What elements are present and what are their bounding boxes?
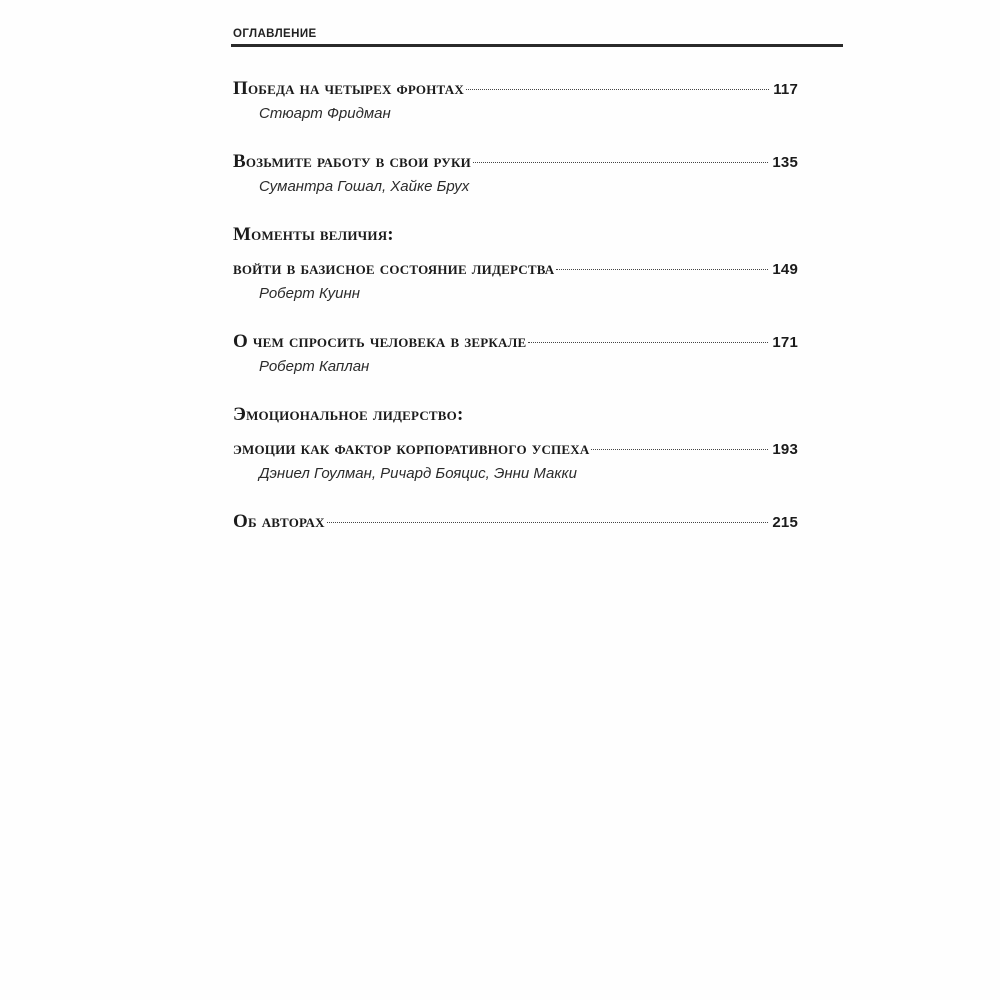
toc-entry bbox=[233, 329, 798, 378]
toc-entry bbox=[233, 402, 798, 485]
toc-title: Возьмите работу в свои руки bbox=[233, 151, 471, 172]
toc-author: Роберт Каплан bbox=[259, 358, 370, 375]
dot-leader bbox=[556, 268, 768, 270]
toc-title-line bbox=[233, 76, 798, 103]
toc-title-first-line: Эмоциональное лидерство: bbox=[233, 404, 464, 425]
toc-page-number: 149 bbox=[772, 261, 798, 278]
toc-title: Об авторах bbox=[233, 511, 325, 532]
toc-entry bbox=[233, 149, 798, 198]
toc-entry bbox=[233, 222, 798, 305]
dot-leader bbox=[528, 341, 768, 343]
toc-author: Сумантра Гошал, Хайке Брух bbox=[259, 178, 470, 195]
toc-title-line bbox=[233, 509, 798, 536]
toc-entry bbox=[233, 509, 798, 536]
toc-title: О чем спросить человека в зеркале bbox=[233, 331, 527, 352]
dot-leader bbox=[466, 88, 769, 90]
toc-page-number: 171 bbox=[772, 334, 798, 351]
toc-entry bbox=[233, 76, 798, 125]
table-of-contents bbox=[233, 76, 798, 536]
toc-title: войти в базисное состояние лидерства bbox=[233, 258, 555, 279]
running-head: ОГЛАВЛЕНИЕ bbox=[233, 28, 317, 40]
toc-title-line bbox=[233, 149, 798, 176]
toc-author: Стюарт Фридман bbox=[259, 105, 391, 122]
dot-leader bbox=[327, 521, 769, 523]
toc-title-line bbox=[233, 256, 798, 283]
toc-page-number: 193 bbox=[772, 441, 798, 458]
dot-leader bbox=[591, 448, 768, 450]
header-rule bbox=[231, 44, 843, 47]
toc-page-number: 215 bbox=[772, 514, 798, 531]
toc-title-line bbox=[233, 329, 798, 356]
toc-title: эмоции как фактор корпоративного успеха bbox=[233, 438, 590, 459]
toc-author: Роберт Куинн bbox=[259, 285, 360, 302]
toc-author: Дэниел Гоулман, Ричард Бояцис, Энни Макки bbox=[259, 465, 577, 482]
toc-title-first-line: Моменты величия: bbox=[233, 224, 394, 245]
toc-page-number: 117 bbox=[773, 81, 798, 98]
toc-title-line bbox=[233, 436, 798, 463]
toc-page-number: 135 bbox=[772, 154, 798, 171]
toc-title: Победа на четырех фронтах bbox=[233, 78, 464, 99]
dot-leader bbox=[473, 161, 768, 163]
